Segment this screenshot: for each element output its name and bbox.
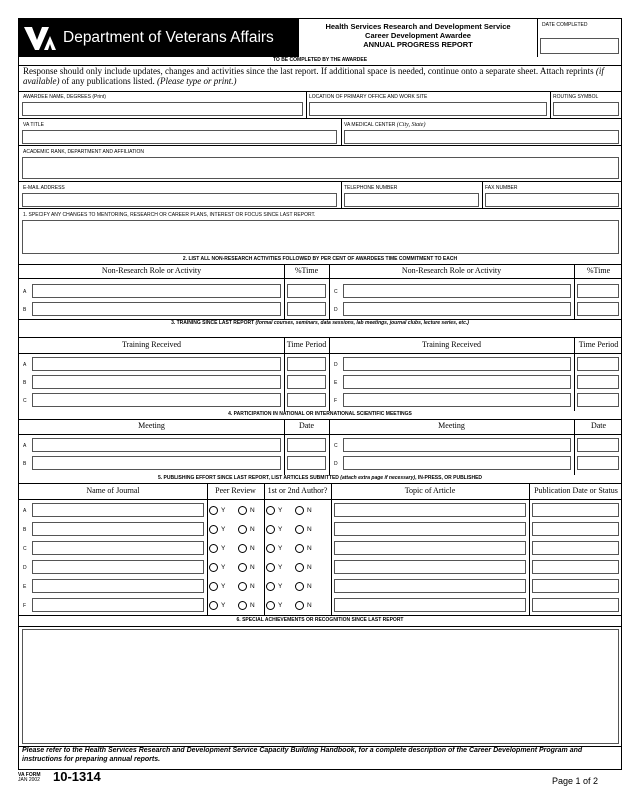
author-yes-label-c: Y [278,545,283,552]
location-field[interactable] [309,102,547,116]
author-yes-label-b: Y [278,526,283,533]
sec3-row-label-a: A [23,362,27,368]
changes-label: 1. SPECIFY ANY CHANGES TO MENTORING, RESEARCH OR CAREER PLANS, INTEREST OR FOCUS SINCE LAST REPORT. [23,212,316,218]
topic-field-e[interactable] [334,579,526,593]
sec3-col-training-right: Training Received [421,340,482,349]
sec3-time-field-b[interactable] [287,375,326,389]
journal-field-b[interactable] [32,522,204,536]
pubdate-field-d[interactable] [532,560,619,574]
awardee-name-label: AWARDEE NAME, DEGREES (Print) [23,94,106,100]
academic-rank-field[interactable] [22,157,619,179]
sec4-time-field-b[interactable] [287,456,326,470]
sec4-time-field-a[interactable] [287,438,326,452]
pubdate-field-c[interactable] [532,541,619,555]
date-completed-field[interactable] [540,38,619,54]
sec3-time-field-a[interactable] [287,357,326,371]
peer-no-radio-f[interactable] [238,601,247,610]
sec3-item-field-d[interactable] [343,357,571,371]
sec2-item-field-a[interactable] [32,284,281,298]
progress-report-form [18,18,622,770]
academic-rank-label: ACADEMIC RANK, DEPARTMENT AND AFFILIATION [23,149,145,155]
peer-yes-label-d: Y [221,564,226,571]
section-2-title: 2. LIST ALL NON-RESEARCH ACTIVITIES FOLLOWED BY PER CENT OF AWARDEES TIME COMMITMENT TO EACH [19,256,621,264]
sec5-row-label-c: C [23,546,27,552]
author-no-radio-c[interactable] [295,544,304,553]
author-yes-label-d: Y [278,564,283,571]
sec3-col-period-left: Time Period [286,340,327,349]
peer-yes-label-e: Y [221,583,226,590]
fax-label: FAX NUMBER [485,185,518,191]
author-yes-radio-b[interactable] [266,525,275,534]
sec5-row-label-f: F [23,603,27,609]
journal-field-d[interactable] [32,560,204,574]
sec3-col-period-right: Time Period [578,340,619,349]
sec4-item-field-a[interactable] [32,438,281,452]
sec2-item-field-b[interactable] [32,302,281,316]
sec5-row-label-b: B [23,527,27,533]
sec2-time-field-a[interactable] [287,284,326,298]
author-no-radio-a[interactable] [295,506,304,515]
instructions: Response should only include updates, changes and activities since the last report. If additional space is needed, continue onto a separate sheet. Attach reprints (if available) of any publications listed. (Please type or print.) [23,66,604,86]
peer-no-label-a: N [250,507,255,514]
peer-no-radio-b[interactable] [238,525,247,534]
author-yes-label-a: Y [278,507,283,514]
sec4-col-meeting-right: Meeting [438,421,465,430]
va-title-field[interactable] [22,130,337,144]
peer-no-radio-e[interactable] [238,582,247,591]
fax-field[interactable] [485,193,619,207]
author-no-radio-b[interactable] [295,525,304,534]
sec2-time-field-b[interactable] [287,302,326,316]
sec3-time-field-f[interactable] [577,393,619,407]
topic-field-a[interactable] [334,503,526,517]
peer-no-radio-d[interactable] [238,563,247,572]
peer-yes-label-c: Y [221,545,226,552]
author-yes-radio-e[interactable] [266,582,275,591]
sec4-time-field-c[interactable] [577,438,619,452]
peer-no-radio-a[interactable] [238,506,247,515]
sec4-col-date-right: Date [590,421,607,430]
sec5-row-label-e: E [23,584,27,590]
peer-no-label-b: N [250,526,255,533]
author-yes-label-f: Y [278,602,283,609]
peer-yes-label-a: Y [221,507,226,514]
topic-field-d[interactable] [334,560,526,574]
author-no-radio-e[interactable] [295,582,304,591]
date-completed-label: DATE COMPLETED [542,22,588,28]
topic-field-c[interactable] [334,541,526,555]
peer-yes-radio-d[interactable] [209,563,218,572]
section-3-title: 3. TRAINING SINCE LAST REPORT (formal courses, seminars, data sessions, lab meetings, journal clubs, lecture series, etc.) [19,320,621,329]
email-label: E-MAIL ADDRESS [23,185,65,191]
peer-yes-radio-b[interactable] [209,525,218,534]
section-5-title: 5. PUBLISHING EFFORT SINCE LAST REPORT, LIST ARTICLES SUBMITTED (attach extra page if necessary), IN-PRESS, OR PUBLISHED [19,475,621,483]
pubdate-field-e[interactable] [532,579,619,593]
sec2-row-label-c: C [334,289,338,295]
author-yes-radio-f[interactable] [266,601,275,610]
sec3-row-label-f: F [334,398,338,404]
special-achievements-field[interactable] [22,629,619,744]
sec2-time-field-c[interactable] [577,284,619,298]
sec3-row-label-d: D [334,362,338,368]
author-no-label-c: N [307,545,312,552]
author-yes-radio-c[interactable] [266,544,275,553]
sec4-time-field-d[interactable] [577,456,619,470]
peer-no-label-d: N [250,564,255,571]
sec4-col-date-left: Date [298,421,315,430]
sec3-time-field-c[interactable] [287,393,326,407]
sec2-col-time-right: %Time [586,266,611,275]
sec5-col-pubdate: Publication Date or Status [534,486,618,495]
report-title: ANNUAL PROGRESS REPORT [363,40,473,49]
pubdate-field-a[interactable] [532,503,619,517]
sec3-row-label-c: C [23,398,27,404]
peer-no-label-e: N [250,583,255,590]
author-yes-radio-a[interactable] [266,506,275,515]
peer-no-label-c: N [250,545,255,552]
sec4-col-meeting-left: Meeting [138,421,165,430]
sec4-row-label-d: D [334,461,338,467]
author-yes-radio-d[interactable] [266,563,275,572]
awardee-name-field[interactable] [22,102,303,116]
sec3-col-training-left: Training Received [121,340,182,349]
va-header-banner [19,19,299,57]
sec3-row-label-e: E [334,380,338,386]
section-4-title: 4. PARTICIPATION IN NATIONAL OR INTERNATIONAL SCIENTIFIC MEETINGS [19,411,621,419]
sec2-time-field-d[interactable] [577,302,619,316]
va-medical-center-field[interactable] [344,130,619,144]
location-label: LOCATION OF PRIMARY OFFICE AND WORK SITE [309,94,428,100]
sec2-row-label-a: A [23,289,27,295]
va-title-label: VA TITLE [23,122,44,128]
pubdate-field-b[interactable] [532,522,619,536]
topic-field-b[interactable] [334,522,526,536]
sec2-row-label-d: D [334,307,338,313]
author-no-label-d: N [307,564,312,571]
sec2-col-time-left: %Time [294,266,319,275]
telephone-label: TELEPHONE NUMBER [344,185,398,191]
telephone-field[interactable] [344,193,479,207]
peer-yes-radio-c[interactable] [209,544,218,553]
sec4-row-label-b: B [23,461,27,467]
sec2-col-role-right: Non-Research Role or Activity [401,266,502,275]
changes-field[interactable] [22,220,619,254]
va-medical-center-label: VA MEDICAL CENTER (City, State) [344,122,426,128]
peer-no-radio-c[interactable] [238,544,247,553]
sec2-item-field-d[interactable] [343,302,571,316]
peer-yes-label-b: Y [221,526,226,533]
author-no-radio-d[interactable] [295,563,304,572]
sec3-row-label-b: B [23,380,27,386]
peer-yes-radio-a[interactable] [209,506,218,515]
journal-field-e[interactable] [32,579,204,593]
sec4-item-field-d[interactable] [343,456,571,470]
va-logo-icon [23,24,59,52]
sec5-col-journal: Name of Journal [86,486,140,495]
agency-title: Department of Veterans Affairs [63,29,274,46]
topic-field-f[interactable] [334,598,526,612]
form-number: 10-1314 [53,769,101,784]
pubdate-field-f[interactable] [532,598,619,612]
author-no-label-a: N [307,507,312,514]
journal-field-a[interactable] [32,503,204,517]
sec5-col-topic: Topic of Article [404,486,456,495]
form-date: JAN 2002 [18,777,40,783]
sec3-item-field-c[interactable] [32,393,281,407]
sec3-time-field-e[interactable] [577,375,619,389]
sec3-item-field-f[interactable] [343,393,571,407]
sec4-row-label-c: C [334,443,338,449]
sec5-row-label-d: D [23,565,27,571]
author-yes-label-e: Y [278,583,283,590]
author-no-label-f: N [307,602,312,609]
sec5-col-peer: Peer Review [215,486,256,495]
peer-yes-radio-e[interactable] [209,582,218,591]
sec2-item-field-c[interactable] [343,284,571,298]
peer-yes-radio-f[interactable] [209,601,218,610]
sec2-col-role-left: Non-Research Role or Activity [101,266,202,275]
service-name: Health Services Research and Development Service [325,22,511,31]
sec4-item-field-b[interactable] [32,456,281,470]
email-field[interactable] [22,193,337,207]
author-no-label-e: N [307,583,312,590]
author-no-radio-f[interactable] [295,601,304,610]
peer-no-label-f: N [250,602,255,609]
sec4-row-label-a: A [23,443,27,449]
page-number: Page 1 of 2 [552,776,599,786]
section-6-title: 6. SPECIAL ACHIEVEMENTS OR RECOGNITION SINCE LAST REPORT [19,617,621,625]
sec3-item-field-e[interactable] [343,375,571,389]
routing-symbol-label: ROUTING SYMBOL [553,94,599,100]
sec5-col-author: 1st or 2nd Author? [267,486,328,495]
sec5-row-label-a: A [23,508,27,514]
sec3-time-field-d[interactable] [577,357,619,371]
journal-field-f[interactable] [32,598,204,612]
sec3-item-field-a[interactable] [32,357,281,371]
sec3-item-field-b[interactable] [32,375,281,389]
peer-yes-label-f: Y [221,602,226,609]
routing-symbol-field[interactable] [553,102,619,116]
program-name: Career Development Awardee [365,31,471,40]
awardee-band: TO BE COMPLETED BY THE AWARDEE [19,57,621,65]
author-no-label-b: N [307,526,312,533]
sec2-row-label-b: B [23,307,27,313]
sec4-item-field-c[interactable] [343,438,571,452]
footer-note: Please refer to the Health Services Research and Development Service Capacity Building Handbook, for a complete description of the Career Development Program and instructions for preparing annual reports. [22,747,583,763]
journal-field-c[interactable] [32,541,204,555]
va-form-label: VA FORM [18,772,41,778]
